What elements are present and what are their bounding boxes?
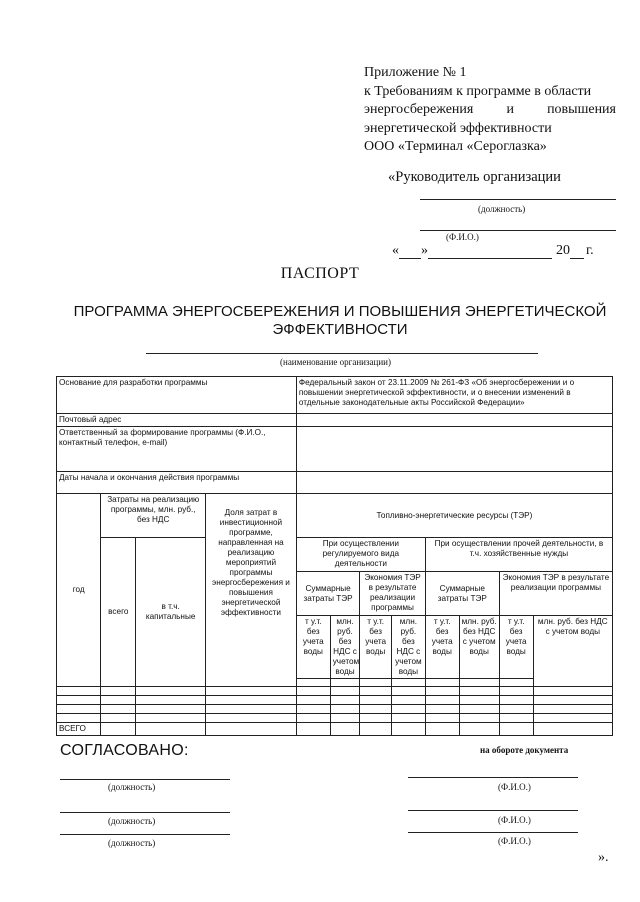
- approval-name-line: [420, 230, 616, 231]
- costs-header: Затраты на реализацию программы, млн. руб., без НДС: [101, 494, 206, 538]
- ter-header: Топливно-энергетические ресурсы (ТЭР): [296, 494, 612, 538]
- sub-mln-2: млн. руб. без НДС с учетом воды: [391, 616, 425, 679]
- org-name-line: [146, 353, 538, 354]
- total-header: всего: [101, 538, 136, 687]
- sub-tut-4: т у.т. без учета воды: [499, 616, 533, 679]
- appendix-line-5: ООО «Терминал «Сероглазка»: [364, 139, 547, 154]
- sign-position-line-1: [60, 779, 230, 780]
- sign-position-line-3: [60, 834, 230, 835]
- date-year-blank: [570, 246, 584, 259]
- costs-header-row-2: [57, 538, 613, 572]
- appendix-line-4: энергетической эффективности: [364, 120, 552, 136]
- regulated-summary-header: Суммарные затраты ТЭР: [296, 572, 359, 616]
- agreed-title: СОГЛАСОВАНО:: [60, 742, 189, 759]
- other-economy-header: Экономия ТЭР в результате реализации программы: [499, 572, 612, 616]
- postal-label: Почтовый адрес: [57, 414, 297, 427]
- appendix-line-3: энергосбережения и повышения: [364, 102, 616, 117]
- other-summary-header: Суммарные затраты ТЭР: [425, 572, 499, 616]
- sub-mln-3: млн. руб. без НДС с учетом воды: [459, 616, 499, 679]
- table-row[interactable]: [57, 714, 613, 723]
- sub-mln-4: млн. руб. без НДС с учетом воды: [533, 616, 612, 687]
- approval-title: «Руководитель организации: [388, 169, 561, 185]
- basis-label: Основание для разработки программы: [57, 377, 297, 414]
- table-row[interactable]: [57, 687, 613, 696]
- reverse-note: на обороте документа: [480, 745, 569, 755]
- table-row[interactable]: [57, 705, 613, 714]
- costs-header-row-1: [57, 494, 613, 538]
- total-row-label: ВСЕГО: [57, 723, 101, 736]
- sign-name-caption-2: (Ф.И.О.): [498, 815, 531, 825]
- sign-name-caption-1: (Ф.И.О.): [498, 782, 531, 792]
- sign-position-caption-2: (должность): [108, 816, 156, 826]
- appendix-header: [364, 64, 616, 157]
- year-header: год: [57, 494, 101, 687]
- closing-quote: ».: [598, 850, 609, 865]
- dates-value[interactable]: [296, 472, 612, 494]
- responsible-label: Ответственный за формирование программы (Ф.И.О., контактный телефон, e-mail): [57, 427, 297, 472]
- sub-mln-1: млн. руб. без НДС с учетом воды: [330, 616, 360, 679]
- sign-name-line-3: [408, 832, 578, 833]
- sub-tut-2: т у.т. без учета воды: [360, 616, 392, 679]
- basis-value: Федеральный закон от 23.11.2009 № 261-ФЗ «Об энергосбережении и о повышении энергетической эффективности, и о внесении изменений в отдельные законодательные акты Российской Федерации»: [296, 377, 612, 414]
- appendix-line-2: к Требованиям к программе в области: [364, 83, 592, 99]
- date-day-blank: [399, 246, 421, 259]
- basis-row: [57, 377, 613, 414]
- approval-name-caption: (Ф.И.О.): [446, 232, 479, 242]
- org-name-caption: (наименование организации): [280, 357, 391, 367]
- table-row[interactable]: [57, 696, 613, 705]
- sign-position-caption-1: (должность): [108, 782, 156, 792]
- regulated-header: При осуществлении регулируемого вида деятельности: [296, 538, 425, 572]
- dates-row: [57, 472, 613, 494]
- program-title: ПРОГРАММА ЭНЕРГОСБЕРЕЖЕНИЯ И ПОВЫШЕНИЯ ЭНЕРГЕТИЧЕСКОЙ ЭФФЕКТИВНОСТИ: [73, 303, 607, 338]
- total-row: [57, 723, 613, 736]
- approval-position-caption: (должность): [478, 204, 526, 214]
- postal-row: [57, 414, 613, 427]
- passport-table: [56, 376, 613, 736]
- regulated-economy-header: Экономия ТЭР в результате реализации программы: [360, 572, 426, 616]
- sign-name-line-1: [408, 777, 578, 778]
- capital-header: в т.ч. капитальные: [136, 538, 206, 687]
- sign-position-line-2: [60, 812, 230, 813]
- sign-position-caption-3: (должность): [108, 838, 156, 848]
- approval-position-line: [420, 199, 616, 200]
- sign-name-line-2: [408, 810, 578, 811]
- other-header: При осуществлении прочей деятельности, в т.ч. хозяйственные нужды: [425, 538, 612, 572]
- share-header: Доля затрат в инвестиционной программе, направленная на реализацию мероприятий программы энергосбережения и повышения энергетической эффективности: [206, 494, 297, 687]
- sign-name-caption-3: (Ф.И.О.): [498, 836, 531, 846]
- dates-label: Даты начала и окончания действия программы: [57, 472, 297, 494]
- appendix-line-1: Приложение № 1: [364, 65, 467, 80]
- responsible-row: [57, 427, 613, 472]
- postal-value[interactable]: [296, 414, 612, 427]
- sub-tut-1: т у.т. без учета воды: [296, 616, 330, 679]
- sub-tut-3: т у.т. без учета воды: [425, 616, 459, 679]
- document-title: ПАСПОРТ: [280, 265, 360, 282]
- responsible-value[interactable]: [296, 427, 612, 472]
- approval-date-line: « » 20 г.: [392, 243, 594, 258]
- date-month-blank: [428, 246, 552, 259]
